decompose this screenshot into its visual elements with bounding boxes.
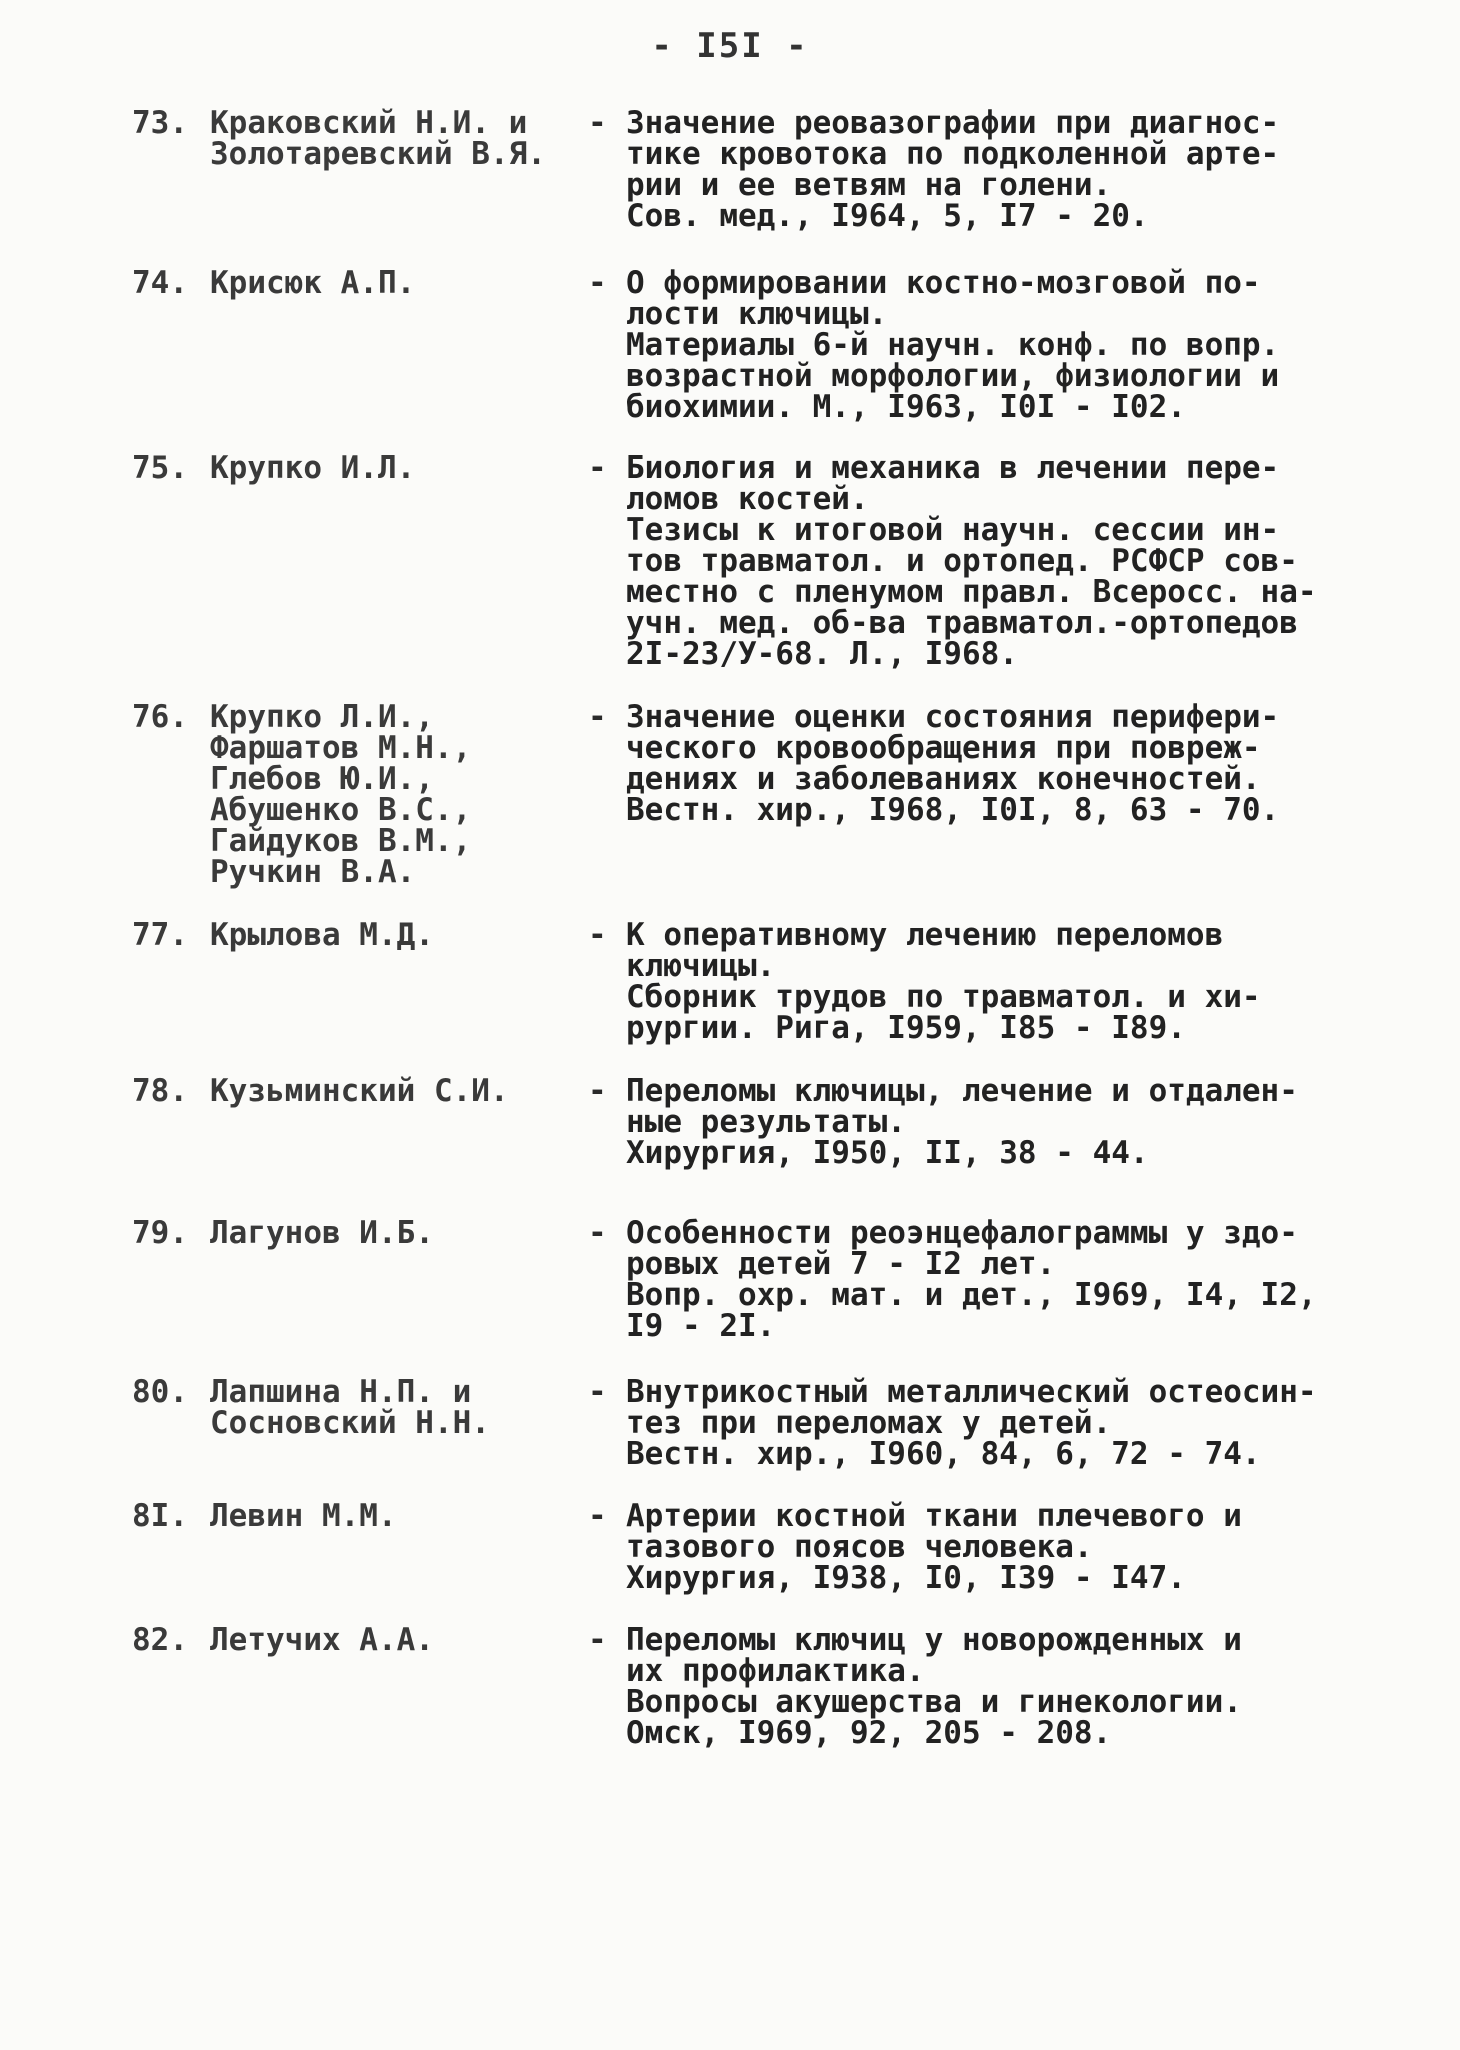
citation-line: 2I-23/У-68. Л., I968. [626,636,1018,672]
entry-authors [210,1073,580,1109]
entry-number: 78. [132,1073,188,1109]
author: Глебов Ю.И., [210,761,434,797]
entry-citation [626,699,1326,828]
entry-authors [210,917,580,953]
citation-line: Биология и механика в лечении пере- [626,450,1280,486]
citation-line: Материалы 6-й научн. конф. по вопр. [626,327,1280,363]
citation-line: рургии. Рига, I959, I85 - I89. [626,1010,1186,1046]
citation-line: Значение реовазографии при диагнос- [626,105,1280,141]
citation-line: Омск, I969, 92, 205 - 208. [626,1715,1112,1751]
citation-line: Внутрикостный металлический остеосин- [626,1374,1317,1410]
entry-authors [210,450,580,486]
author: Лагунов И.Б. [210,1215,434,1251]
entry-number: 79. [132,1215,188,1251]
entry-citation [626,1215,1326,1344]
author: Гайдуков В.М., [210,823,472,859]
entry-number: 76. [132,699,188,735]
entry-dash: - [588,450,607,486]
citation-line: возрастной морфологии, физиологии и [626,358,1280,394]
citation-line: ключицы. [626,948,776,984]
entry-dash: - [588,105,607,141]
entry-citation [626,1622,1326,1751]
entry-citation [626,450,1326,672]
citation-line: дениях и заболеваниях конечностей. [626,761,1261,797]
author: Фаршатов М.Н., [210,730,472,766]
author: Крылова М.Д. [210,917,434,953]
entry-number: 8I. [132,1498,188,1534]
citation-line: биохимии. М., I963, I0I - I02. [626,389,1186,425]
entry-citation [626,1374,1326,1472]
page-number: - I5I - [651,26,809,66]
citation-line: рии и ее ветвям на голени. [626,167,1112,203]
entry-citation [626,105,1326,234]
citation-line: I9 - 2I. [626,1308,776,1344]
entry-citation [626,1498,1326,1596]
entry-citation [626,1073,1326,1171]
author: Золотаревский В.Я. [210,136,546,172]
author: Сосновский Н.Н. [210,1405,490,1441]
author: Крупко Л.И., [210,699,434,735]
entry-authors [210,265,580,301]
entry-authors [210,105,580,172]
entry-dash: - [588,699,607,735]
entry-dash: - [588,1374,607,1410]
citation-line: Вопр. охр. мат. и дет., I969, I4, I2, [626,1277,1317,1313]
entry-authors [210,1498,580,1534]
citation-line: ломов костей. [626,481,869,517]
author: Кузьминский С.И. [210,1073,509,1109]
citation-line: местно с пленумом правл. Всеросс. на- [626,574,1317,610]
citation-line: О формировании костно-мозговой по- [626,265,1261,301]
author: Крисюк А.П. [210,265,416,301]
entry-authors [210,1215,580,1251]
author: Левин М.М. [210,1498,397,1534]
entry-authors [210,1622,580,1658]
citation-line: ческого кровообращения при повреж- [626,730,1261,766]
citation-line: Тезисы к итоговой научн. сессии ин- [626,512,1280,548]
citation-line: Артерии костной ткани плечевого и [626,1498,1242,1534]
author: Лапшина Н.П. и [210,1374,472,1410]
entry-number: 74. [132,265,188,301]
citation-line: Значение оценки состояния перифери- [626,699,1280,735]
citation-line: тике кровотока по подколенной арте- [626,136,1280,172]
citation-line: Переломы ключицы, лечение и отдален- [626,1073,1298,1109]
author: Крупко И.Л. [210,450,416,486]
citation-line: ные результаты. [626,1104,906,1140]
entry-dash: - [588,917,607,953]
entry-number: 75. [132,450,188,486]
entry-dash: - [588,1622,607,1658]
citation-line: Сов. мед., I964, 5, I7 - 20. [626,198,1149,234]
entry-authors [210,699,580,890]
author: Летучих А.А. [210,1622,434,1658]
citation-line: Особенности реоэнцефалограммы у здо- [626,1215,1298,1251]
entry-citation [626,917,1326,1046]
citation-line: лости ключицы. [626,296,888,332]
citation-line: тез при переломах у детей. [626,1405,1112,1441]
citation-line: учн. мед. об-ва травматол.-ортопедов [626,605,1298,641]
entry-dash: - [588,265,607,301]
citation-line: их профилактика. [626,1653,925,1689]
entry-citation [626,265,1326,425]
citation-line: Хирургия, I950, II, 38 - 44. [626,1135,1149,1171]
entry-dash: - [588,1215,607,1251]
entry-number: 77. [132,917,188,953]
citation-line: тазового поясов человека. [626,1529,1093,1565]
author: Краковский Н.И. и [210,105,528,141]
citation-line: Хирургия, I938, I0, I39 - I47. [626,1560,1186,1596]
author: Абушенко В.С., [210,792,472,828]
citation-line: Переломы ключиц у новорожденных и [626,1622,1242,1658]
entry-authors [210,1374,580,1441]
entry-number: 80. [132,1374,188,1410]
citation-line: Вестн. хир., I960, 84, 6, 72 - 74. [626,1436,1261,1472]
citation-line: Сборник трудов по травматол. и хи- [626,979,1261,1015]
entry-number: 73. [132,105,188,141]
citation-line: Вопросы акушерства и гинекологии. [626,1684,1242,1720]
citation-line: ровых детей 7 - I2 лет. [626,1246,1056,1282]
entry-dash: - [588,1073,607,1109]
entry-dash: - [588,1498,607,1534]
author: Ручкин В.А. [210,854,416,890]
citation-line: Вестн. хир., I968, I0I, 8, 63 - 70. [626,792,1280,828]
entry-number: 82. [132,1622,188,1658]
citation-line: тов травматол. и ортопед. РСФСР сов- [626,543,1298,579]
citation-line: К оперативному лечению переломов [626,917,1224,953]
